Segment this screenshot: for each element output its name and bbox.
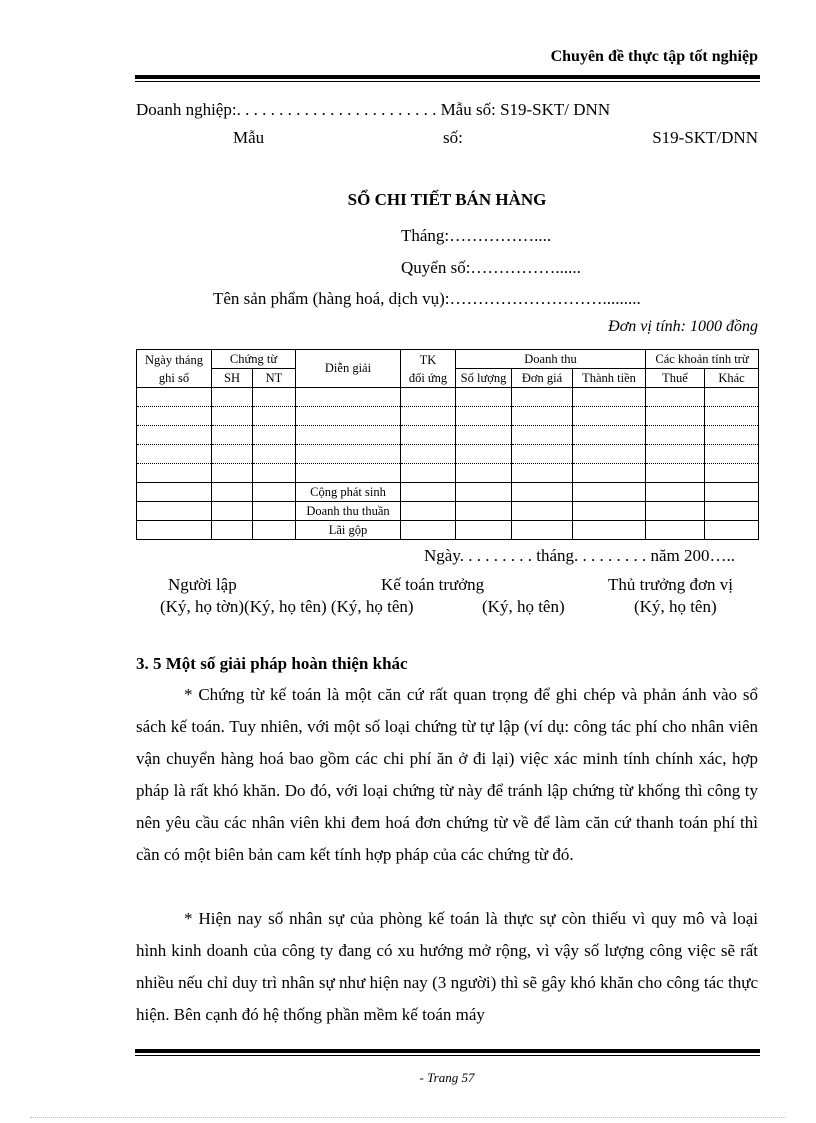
signer-chief-accountant: Kế toán trưởng <box>381 575 485 594</box>
col-doanh-thu: Doanh thu <box>456 350 646 369</box>
document-header-title: Chuyên đề thực tập tốt nghiệp <box>550 48 758 65</box>
month-line: Tháng:…………….... <box>401 226 552 245</box>
row-lai-gop: Lãi gộp <box>296 521 401 540</box>
footer-rule-thin <box>135 1055 760 1056</box>
section-heading: 3. 5 Một số giải pháp hoàn thiện khác <box>136 654 408 673</box>
col-tk-line1: TK <box>419 352 437 367</box>
col-sh: SH <box>212 369 253 388</box>
col-nt: NT <box>253 369 296 388</box>
col-dien-giai: Diễn giải <box>296 350 401 388</box>
unit-line: Đơn vị tính: 1000 đồng <box>608 318 758 335</box>
product-name-line: Tên sản phẩm (hàng hoá, dịch vụ):………………………......... <box>213 289 641 308</box>
paragraph-1 <box>136 679 758 871</box>
col-tk <box>401 350 456 388</box>
col-tk-line2: đối ứng <box>408 370 448 385</box>
paragraph-2-text: * Hiện nay số nhân sự của phòng kế toán là thực sự còn thiếu vì quy mô và loại hình kinh doanh của công ty đang có xu hướng mở rộng, vì vậy số lượng công việc sẽ rất nhiều nếu chỉ duy trì nhân sự như hiện nay (3 người) thì sẽ gây khó khăn cho công tác thực hiện. Bên cạnh đó hệ thống phần mềm kế toán máy <box>136 909 758 1024</box>
table-row <box>137 407 759 426</box>
col-ngay-line1: Ngày tháng <box>145 352 203 367</box>
date-line: Ngày. . . . . . . . . tháng. . . . . . . . . năm 200….. <box>424 546 736 565</box>
book-number-line: Quyển số:……………...... <box>401 258 581 277</box>
form-title: SỔ CHI TIẾT BÁN HÀNG <box>347 190 547 209</box>
col-khac: Khác <box>705 369 759 388</box>
col-ngay <box>137 350 212 388</box>
footer-rule-thick <box>135 1049 760 1053</box>
col-thue: Thuế <box>646 369 705 388</box>
row-cong-phat-sinh: Cộng phát sinh <box>296 483 401 502</box>
paragraph-2 <box>136 903 758 1031</box>
table-row <box>137 502 759 521</box>
form-code: S19-SKT/DNN <box>652 128 758 147</box>
sign-note-chief: (Ký, họ tên) <box>482 597 565 616</box>
col-cac-khoan: Các khoản tính trừ <box>646 350 759 369</box>
table-row <box>137 483 759 502</box>
sign-note-head: (Ký, họ tên) <box>634 597 717 616</box>
col-so-luong: Số lượng <box>456 369 512 388</box>
col-don-gia: Đơn giá <box>512 369 573 388</box>
col-ngay-line2: ghi sổ <box>158 370 190 385</box>
row-doanh-thu-thuan: Doanh thu thuần <box>296 502 401 521</box>
page-number: - Trang 57 <box>419 1070 475 1085</box>
table-row <box>137 388 759 407</box>
header-rule-thin <box>135 81 760 82</box>
signer-preparer: Người lập <box>168 575 237 594</box>
page-edge-divider <box>30 1117 786 1118</box>
paragraph-1-text: * Chứng từ kế toán là một căn cứ rất quan trọng để ghi chép và phản ánh vào sổ sách kế toán. Tuy nhiên, với một số loại chứng từ tự lập (ví dụ: công tác phí cho nhân viên vận chuyển hàng hoá bao gồm các chi phí ăn ở đi lại) việc xác minh tính chính xác, hợp pháp là rất khó khăn. Do đó, với loại chứng từ này để tránh lập chứng từ khống thì công ty nên yêu cầu các nhân viên khi đem hoá đơn chứng từ về để làm căn cứ thanh toán phí thì cần có một biên bản cam kết tính hợp pháp của các chứng từ đó. <box>136 685 758 864</box>
table-row <box>137 521 759 540</box>
table-row <box>137 464 759 483</box>
col-chung-tu: Chứng từ <box>212 350 296 369</box>
form-so-label: số: <box>443 128 463 147</box>
table-row <box>137 445 759 464</box>
sales-ledger-table <box>136 349 759 540</box>
enterprise-line: Doanh nghiệp:. . . . . . . . . . . . . . . . . . . . . . . . Mẫu số: S19-SKT/ DNN <box>136 100 611 119</box>
form-mau-label: Mẫu <box>233 128 265 147</box>
sign-note-group: (Ký, họ tờn)(Ký, họ tên) (Ký, họ tên) <box>160 597 414 616</box>
col-thanh-tien: Thành tiền <box>573 369 646 388</box>
table-row <box>137 426 759 445</box>
signer-head-of-unit: Thủ trưởng đơn vị <box>608 575 733 594</box>
header-rule-thick <box>135 75 760 79</box>
